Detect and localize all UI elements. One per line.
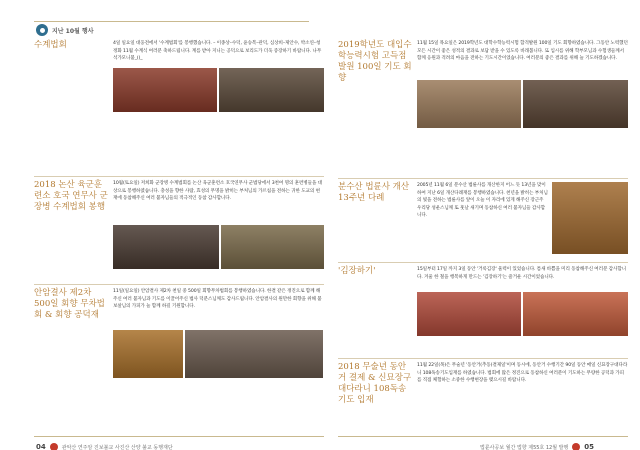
photo-strip [417,80,628,128]
photo [552,182,628,254]
article-text: 11월 15일 목요일은 2019학년도 대학수학능력시험 합격발원 100일 기도 회향하였습니다. 그동안 노력했던 모든 시간이 좋은 성적의 결과로 보답 받을 수 있도록 바래봅니다. 또 입시를 위해 학부모님과 수험생들께서 함께 응원과 격려의 마음을 전하는 기도시간이었습니다. 여러분의 좋은 결과를 위해 늘 기도하겠습니다. [417,41,628,62]
article-title: 2018 무술년 동안거 결제 & 신묘장구대다라니 108독송 기도 입재 [338,362,412,405]
page-number: 04 [36,443,46,450]
publication-name: 관악산 연주암 진보불교 사진산 산양 불교 동행재단 [61,444,173,450]
photo [113,68,217,112]
article-text: 4일 일요일 대웅전에서 '수계법회'를 봉행했습니다. – 이종상–수덕, 윤승복–관덕, 심상희–제안수, 박소연–청정화 11월 수계식 여러분 축하드립니다. 계를 받아 지니는 공덕으로 보리도가 더욱 증장하기 바랍니다. 나무석가모니불_()_ [113,41,322,62]
section-divider [34,284,324,285]
article-text: 11월 22일(목)은 무술년 '동안거(추동)결제일'이며 동시에, 동안거 수행기간 90일 동안 매일 신묘장구대다라니 108독송기도입재를 하였습니다. 법회에 많은 정진으로 동참하신 여러분이 기도하는 무량한 공덕과 가피를 직접 체험하는 소중한 수행현장을 맺으시길 바랍니다. [417,363,628,384]
photo [417,80,521,128]
photo [221,225,324,269]
emblem-icon [50,443,58,450]
article-title: 분수산 법륜사 개산 13주년 다례 [338,182,410,203]
article-title: 2018 논산 육군훈련소 호국 연무사 군장병 수계법회 봉행 [34,180,108,212]
article-title: '김장하기' [338,266,376,276]
publication-name: 법륜사공보 월간 법향 제55호 12월 발행 [480,444,569,450]
section-divider [338,358,628,359]
photo [185,330,323,378]
header-section-label: 지난 10월 행사 [52,27,94,35]
photo [417,292,521,336]
footer-rule [34,436,324,437]
left-footer [36,443,173,450]
article-title: 안암결사 제2차 500일 회향 무차법회 & 회향 공덕재 [34,288,105,320]
section-divider [338,178,628,179]
lotus-icon [36,24,48,36]
photo [113,330,183,378]
article-title: 수계법회 [34,40,67,50]
emblem-icon [572,443,580,450]
article-text: 2005년 11월 6일 분수산 법륜사를 개산한지 어느 듯 13년을 맞이하여 지난 6일 개산다례재를 봉행하였습니다. 천년을 밝히는 부처님의 빛을 전하는 법륜사를 앞이 오늘 이 자리에 있게 해주신 장근주 우리당 성운스님께 또 훗날 새기며 동참하신 여러 불자님들 감사합니다. [417,183,548,219]
section-divider [338,262,628,263]
right-footer [480,443,594,450]
photo-strip [113,68,324,112]
photo [219,68,324,112]
article-text: 11일(일요일) 안암결사 제2차 천일 중 500일 회향무차법회를 봉행하였습니다. 한결 같은 정진으로 함께 해주신 여러 불자님과 기도를 이끌어주신 법사 덕분스님께도 감사드립니다. 안암결사의 원만한 회향을 위해 불보살님의 가피가 늘 함께 하길 기원합니다. [113,289,322,310]
photo [113,225,219,269]
photo-grid [113,225,324,269]
photo [523,80,628,128]
photo-strip [417,292,628,336]
article-title: 2019학년도 대입수학능력시험 고득점 발원 100일 기도 회향 [338,40,412,83]
page-number: 05 [584,443,595,450]
article-text: 10월(토요일) 저희화 군장병 수계법회를 논산 육군훈련소 호국연무사 군법당에서 3천여 명의 훈련병들을 대상으로 봉행하였습니다. 충성을 향한 사람, 효성의 무명을 밝히는 부처님의 가르침을 전하는 귀한 도교의 현재에 동참해주신 여러 불자님들의 적극적인 동참 감사합니다. [113,181,322,202]
section-divider [34,176,324,177]
header-section-tag [36,24,94,36]
footer-rule [338,436,628,437]
article-text: 15일부터 17일 까지 3일 동안 '거룩김장' 울력이 있었습니다. 틈새 바쁨을 미리 동참해주신 여러분 감사합니다. 겨울 한 철을 행복하게 만드는 '김장하기'는 즐거운 시간이었습니다. [417,267,626,280]
photo-strip [113,330,323,378]
photo [523,292,628,336]
header-rule [34,21,309,22]
